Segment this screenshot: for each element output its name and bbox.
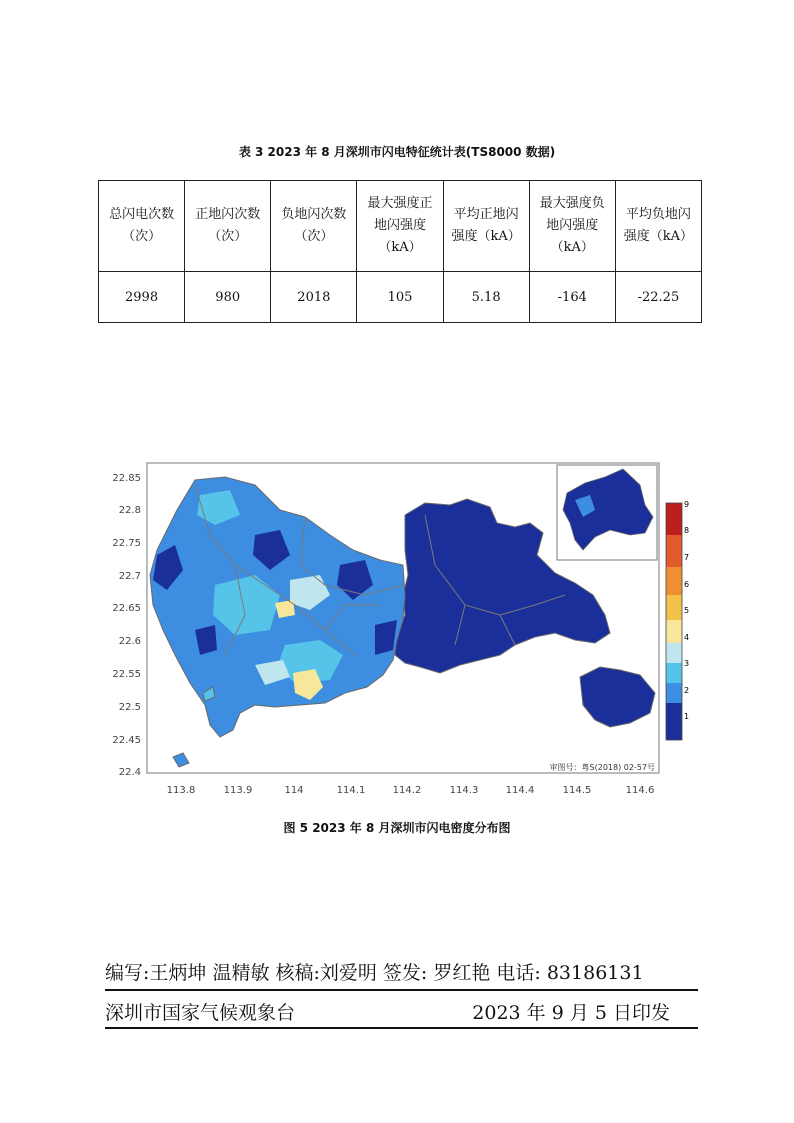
colorbar-tick-label: 5 [684,606,690,615]
lightning-stats-table [98,180,702,323]
y-tick-label: 22.65 [112,603,141,614]
y-tick-label: 22.85 [112,473,141,484]
x-tick-label: 113.9 [223,785,253,796]
x-tick-label: 114.3 [449,785,479,796]
table-header-cell: 负地闪次数（次） [271,181,357,272]
table-cell: -22.25 [615,272,701,323]
map-approval-number: 审图号：粤S(2018) 02-57号 [549,763,655,772]
y-tick-label: 22.55 [112,669,141,680]
colorbar-swatch [666,663,682,683]
colorbar-swatch [666,703,682,740]
table-header-cell: 平均负地闪强度（kA） [615,181,701,272]
table-header-cell: 平均正地闪强度（kA） [443,181,529,272]
colorbar-swatch [666,503,682,535]
footer-org-line [105,998,698,1025]
colorbar-tick-label: 2 [684,686,690,695]
colorbar-tick-label: 3 [684,659,690,668]
table-header-cell: 总闪电次数（次） [99,181,185,272]
x-tick-label: 114 [284,785,304,796]
x-tick-label: 114.6 [625,785,655,796]
y-tick-label: 22.5 [118,702,141,713]
x-tick-label: 114.2 [392,785,422,796]
colorbar-swatch [666,567,682,595]
colorbar-tick-label: 1 [684,712,690,721]
y-tick-label: 22.7 [118,571,141,582]
colorbar-swatch [666,595,682,620]
footer-divider [105,989,698,991]
x-tick-label: 114.4 [505,785,535,796]
colorbar-swatch [666,620,682,643]
colorbar-tick-label: 8 [684,526,690,535]
footer-date: 2023 年 9 月 5 日印发 [472,1002,670,1024]
colorbar-tick-label: 4 [684,633,690,642]
colorbar-tick-label: 6 [684,580,690,589]
table-header-row [99,181,702,272]
lightning-density-map [105,455,690,805]
table-cell: -164 [529,272,615,323]
table-caption: 表 3 2023 年 8 月深圳市闪电特征统计表(TS8000 数据) [238,145,556,159]
table-header-cell: 最大强度正地闪强度（kA） [357,181,443,272]
y-tick-label: 22.45 [112,735,141,746]
x-tick-label: 113.8 [166,785,196,796]
colorbar-tick-label: 9 [684,500,690,509]
table-row [99,272,702,323]
footer-org: 深圳市国家气候观象台 [105,1002,296,1024]
table-cell: 2998 [99,272,185,323]
x-tick-label: 114.1 [336,785,366,796]
colorbar-tick-label: 7 [684,553,690,562]
colorbar [666,500,689,740]
colorbar-swatch [666,535,682,567]
x-tick-label: 114.5 [562,785,592,796]
y-tick-label: 22.8 [118,505,141,516]
colorbar-swatch [666,643,682,663]
y-tick-label: 22.4 [118,767,141,778]
table-cell: 2018 [271,272,357,323]
y-tick-label: 22.6 [118,636,141,647]
table-cell: 105 [357,272,443,323]
y-tick-label: 22.75 [112,538,141,549]
figure-caption: 图 5 2023 年 8 月深圳市闪电密度分布图 [283,821,511,835]
footer-divider [105,1027,698,1029]
table-cell: 5.18 [443,272,529,323]
footer-authors: 编写:王炳坤 温精敏 核稿:刘爱明 签发: 罗红艳 电话: 83186131 [105,962,644,984]
table-header-cell: 最大强度负地闪强度（kA） [529,181,615,272]
colorbar-swatch [666,683,682,703]
table-header-cell: 正地闪次数（次） [185,181,271,272]
table-cell: 980 [185,272,271,323]
